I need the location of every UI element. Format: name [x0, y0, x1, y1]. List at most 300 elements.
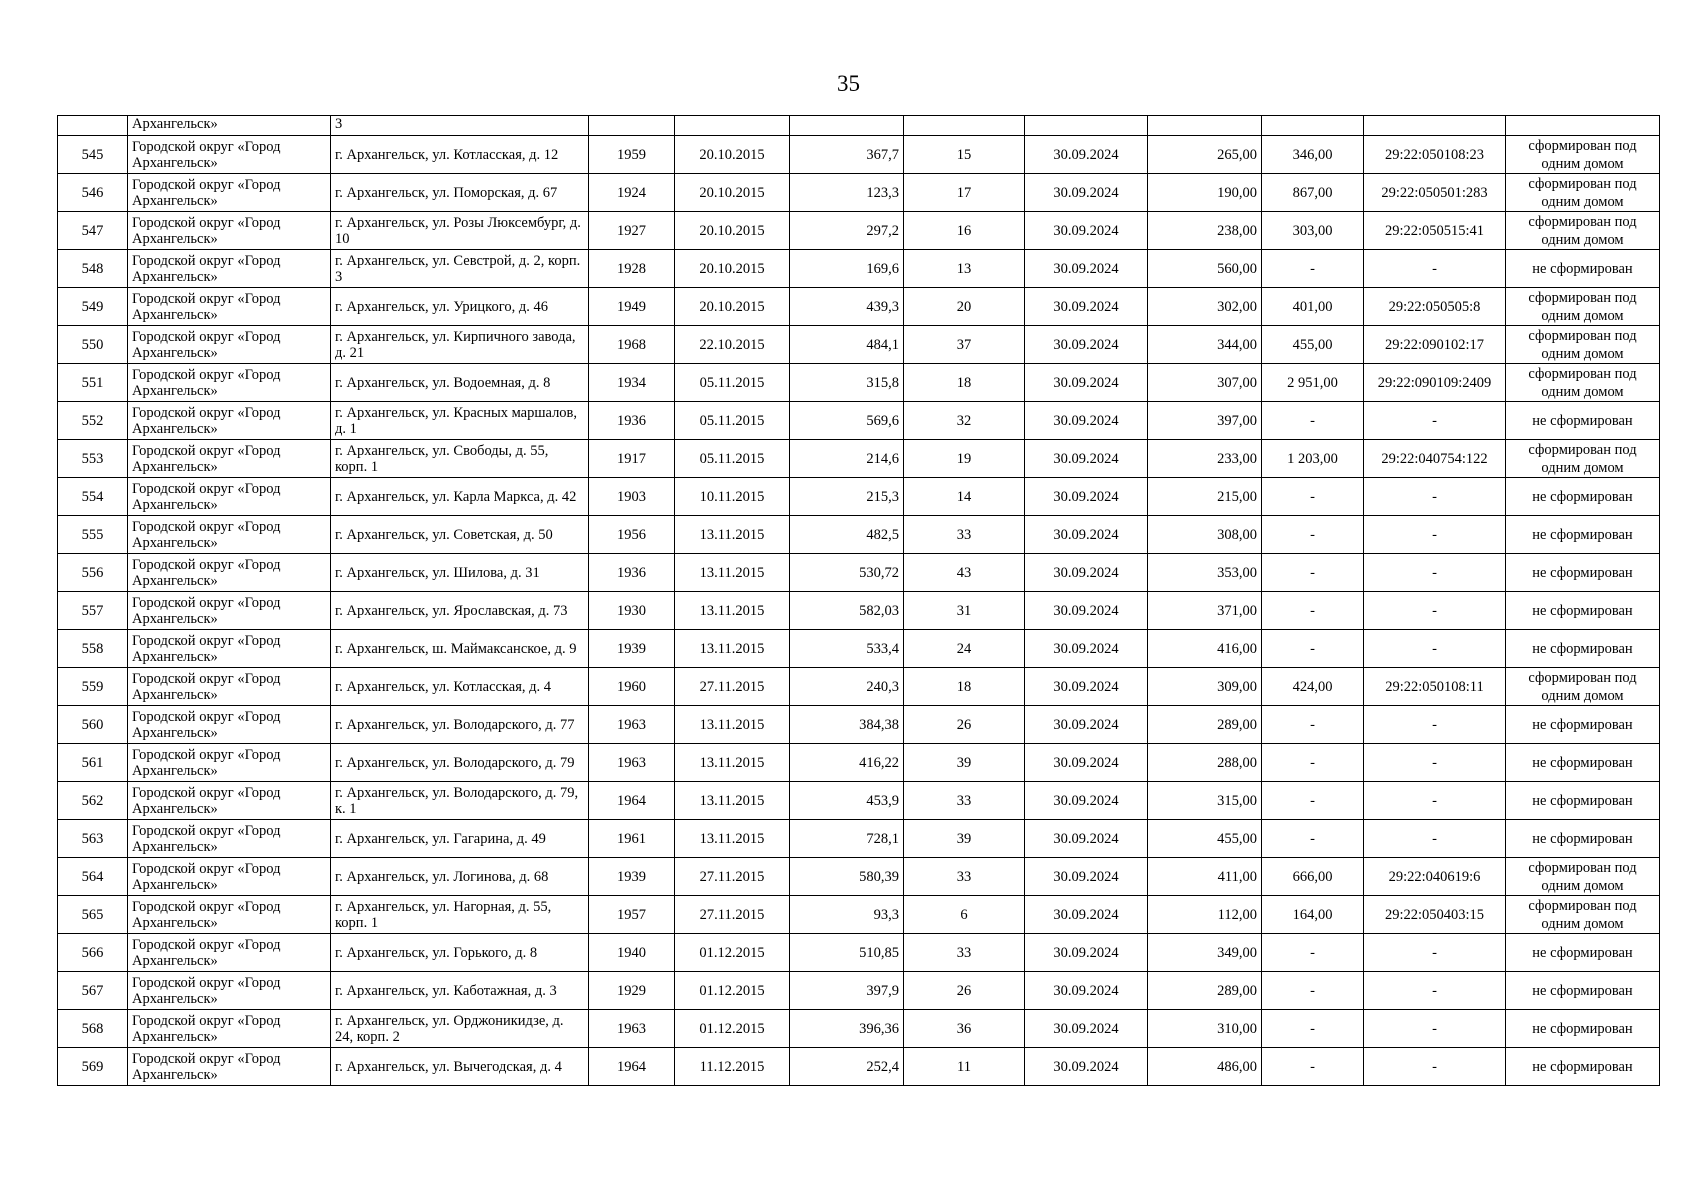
cell-status: сформирован под одним домом — [1506, 858, 1660, 896]
cell-area2: 397,00 — [1148, 402, 1262, 440]
cell-name: Городской округ «Город Архангельск» — [128, 402, 331, 440]
cell-deadline: 30.09.2024 — [1025, 440, 1148, 478]
cell-address: г. Архангельск, ул. Логинова, д. 68 — [331, 858, 589, 896]
cell-date: 01.12.2015 — [675, 1010, 790, 1048]
cell-year: 1940 — [589, 934, 675, 972]
cell-address: г. Архангельск, ул. Нагорная, д. 55, корп. 1 — [331, 896, 589, 934]
cell-no: 554 — [58, 478, 128, 516]
cell-status: сформирован под одним домом — [1506, 364, 1660, 402]
cell-address: г. Архангельск, ул. Свободы, д. 55, корп. 1 — [331, 440, 589, 478]
table-row — [58, 896, 1660, 934]
cell-area: 728,1 — [790, 820, 904, 858]
cell-area: 215,3 — [790, 478, 904, 516]
cell-area: 214,6 — [790, 440, 904, 478]
cell-cadastral: - — [1364, 820, 1506, 858]
cell-year: 1939 — [589, 858, 675, 896]
cell-status: не сформирован — [1506, 934, 1660, 972]
cell-name: Городской округ «Город Архангельск» — [128, 782, 331, 820]
cell-land: 455,00 — [1262, 326, 1364, 364]
table-row — [58, 364, 1660, 402]
cell-address: г. Архангельск, ул. Орджоникидзе, д. 24, корп. 2 — [331, 1010, 589, 1048]
table-row — [58, 782, 1660, 820]
cell-address: г. Архангельск, ул. Горького, д. 8 — [331, 934, 589, 972]
cell-date: 10.11.2015 — [675, 478, 790, 516]
cell-area2: 307,00 — [1148, 364, 1262, 402]
cell-no: 569 — [58, 1048, 128, 1086]
cell-land: - — [1262, 706, 1364, 744]
cell-cadastral — [1364, 116, 1506, 136]
cell-name: Городской округ «Город Архангельск» — [128, 744, 331, 782]
cell-status: сформирован под одним домом — [1506, 212, 1660, 250]
cell-cadastral: 29:22:050108:23 — [1364, 136, 1506, 174]
cell-area: 397,9 — [790, 972, 904, 1010]
cell-cadastral: - — [1364, 972, 1506, 1010]
cell-no: 555 — [58, 516, 128, 554]
cell-date: 13.11.2015 — [675, 820, 790, 858]
table-row — [58, 592, 1660, 630]
cell-address: г. Архангельск, ш. Маймаксанское, д. 9 — [331, 630, 589, 668]
cell-area: 416,22 — [790, 744, 904, 782]
cell-cadastral: - — [1364, 478, 1506, 516]
cell-year: 1963 — [589, 706, 675, 744]
cell-area2: 309,00 — [1148, 668, 1262, 706]
cell-status: не сформирован — [1506, 592, 1660, 630]
cell-cadastral: 29:22:090102:17 — [1364, 326, 1506, 364]
cell-land: - — [1262, 744, 1364, 782]
cell-year: 1964 — [589, 1048, 675, 1086]
cell-land: - — [1262, 972, 1364, 1010]
cell-no: 561 — [58, 744, 128, 782]
cell-area: 582,03 — [790, 592, 904, 630]
table-row — [58, 1048, 1660, 1086]
cell-area2: 349,00 — [1148, 934, 1262, 972]
cell-residents: 13 — [904, 250, 1025, 288]
cell-residents: 32 — [904, 402, 1025, 440]
cell-cadastral: - — [1364, 516, 1506, 554]
cell-date: 22.10.2015 — [675, 326, 790, 364]
cell-land: - — [1262, 820, 1364, 858]
cell-cadastral: - — [1364, 934, 1506, 972]
cell-area: 396,36 — [790, 1010, 904, 1048]
cell-area — [790, 116, 904, 136]
cell-cadastral: 29:22:050501:283 — [1364, 174, 1506, 212]
cell-area2: 288,00 — [1148, 744, 1262, 782]
cell-area2: 289,00 — [1148, 706, 1262, 744]
cell-cadastral: - — [1364, 782, 1506, 820]
cell-land: - — [1262, 250, 1364, 288]
cell-status: не сформирован — [1506, 1010, 1660, 1048]
cell-name: Городской округ «Город Архангельск» — [128, 250, 331, 288]
cell-area: 482,5 — [790, 516, 904, 554]
cell-no: 553 — [58, 440, 128, 478]
table-row — [58, 972, 1660, 1010]
cell-area: 569,6 — [790, 402, 904, 440]
cell-deadline: 30.09.2024 — [1025, 326, 1148, 364]
cell-address: г. Архангельск, ул. Урицкого, д. 46 — [331, 288, 589, 326]
cell-deadline: 30.09.2024 — [1025, 402, 1148, 440]
cell-name: Городской округ «Город Архангельск» — [128, 174, 331, 212]
cell-area: 484,1 — [790, 326, 904, 364]
cell-area2: 411,00 — [1148, 858, 1262, 896]
cell-residents: 18 — [904, 668, 1025, 706]
table-row — [58, 402, 1660, 440]
cell-date: 20.10.2015 — [675, 250, 790, 288]
cell-area2: 308,00 — [1148, 516, 1262, 554]
cell-land: 2 951,00 — [1262, 364, 1364, 402]
cell-date: 13.11.2015 — [675, 782, 790, 820]
cell-no: 546 — [58, 174, 128, 212]
cell-land: - — [1262, 1010, 1364, 1048]
cell-cadastral: - — [1364, 1010, 1506, 1048]
cell-date: 01.12.2015 — [675, 934, 790, 972]
table-row — [58, 706, 1660, 744]
cell-area: 510,85 — [790, 934, 904, 972]
cell-deadline: 30.09.2024 — [1025, 782, 1148, 820]
cell-name: Городской округ «Город Архангельск» — [128, 934, 331, 972]
cell-name: Городской округ «Город Архангельск» — [128, 858, 331, 896]
cell-year: 1956 — [589, 516, 675, 554]
cell-date: 13.11.2015 — [675, 554, 790, 592]
cell-name: Городской округ «Город Архангельск» — [128, 326, 331, 364]
cell-name: Архангельск» — [128, 116, 331, 136]
cell-residents: 39 — [904, 820, 1025, 858]
table-row — [58, 820, 1660, 858]
table-row — [58, 934, 1660, 972]
cell-residents: 31 — [904, 592, 1025, 630]
cell-no: 566 — [58, 934, 128, 972]
cell-address: г. Архангельск, ул. Вычегодская, д. 4 — [331, 1048, 589, 1086]
table-row — [58, 630, 1660, 668]
cell-status: не сформирован — [1506, 402, 1660, 440]
cell-name: Городской округ «Город Архангельск» — [128, 630, 331, 668]
cell-area: 580,39 — [790, 858, 904, 896]
cell-address: г. Архангельск, ул. Советская, д. 50 — [331, 516, 589, 554]
cell-date: 27.11.2015 — [675, 668, 790, 706]
cell-area2: 560,00 — [1148, 250, 1262, 288]
cell-area2: 353,00 — [1148, 554, 1262, 592]
cell-date — [675, 116, 790, 136]
cell-status: сформирован под одним домом — [1506, 288, 1660, 326]
cell-area2: 215,00 — [1148, 478, 1262, 516]
cell-address: г. Архангельск, ул. Котласская, д. 12 — [331, 136, 589, 174]
cell-status: не сформирован — [1506, 630, 1660, 668]
cell-status — [1506, 116, 1660, 136]
cell-no — [58, 116, 128, 136]
cell-land: - — [1262, 934, 1364, 972]
cell-date: 20.10.2015 — [675, 288, 790, 326]
cell-residents: 33 — [904, 782, 1025, 820]
cell-deadline: 30.09.2024 — [1025, 516, 1148, 554]
cell-area2: 310,00 — [1148, 1010, 1262, 1048]
cell-year: 1961 — [589, 820, 675, 858]
cell-address: г. Архангельск, ул. Володарского, д. 77 — [331, 706, 589, 744]
cell-deadline: 30.09.2024 — [1025, 592, 1148, 630]
table-row — [58, 136, 1660, 174]
cell-deadline: 30.09.2024 — [1025, 668, 1148, 706]
cell-status: не сформирован — [1506, 782, 1660, 820]
cell-year: 1960 — [589, 668, 675, 706]
cell-area2: 371,00 — [1148, 592, 1262, 630]
cell-land: - — [1262, 1048, 1364, 1086]
cell-cadastral: - — [1364, 592, 1506, 630]
cell-year: 1930 — [589, 592, 675, 630]
cell-year: 1927 — [589, 212, 675, 250]
cell-status: сформирован под одним домом — [1506, 326, 1660, 364]
cell-address: г. Архангельск, ул. Гагарина, д. 49 — [331, 820, 589, 858]
cell-year: 1936 — [589, 402, 675, 440]
cell-no: 551 — [58, 364, 128, 402]
cell-name: Городской округ «Город Архангельск» — [128, 478, 331, 516]
cell-name: Городской округ «Город Архангельск» — [128, 440, 331, 478]
cell-land: 1 203,00 — [1262, 440, 1364, 478]
cell-residents: 18 — [904, 364, 1025, 402]
cell-date: 11.12.2015 — [675, 1048, 790, 1086]
cell-residents: 33 — [904, 858, 1025, 896]
cell-no: 550 — [58, 326, 128, 364]
table-row — [58, 554, 1660, 592]
cell-no: 556 — [58, 554, 128, 592]
cell-residents: 16 — [904, 212, 1025, 250]
cell-residents: 11 — [904, 1048, 1025, 1086]
cell-residents: 24 — [904, 630, 1025, 668]
cell-land: - — [1262, 630, 1364, 668]
cell-deadline: 30.09.2024 — [1025, 364, 1148, 402]
cell-deadline: 30.09.2024 — [1025, 212, 1148, 250]
cell-name: Городской округ «Город Архангельск» — [128, 896, 331, 934]
cell-status: не сформирован — [1506, 250, 1660, 288]
cell-cadastral: - — [1364, 744, 1506, 782]
cell-year: 1957 — [589, 896, 675, 934]
cell-year: 1924 — [589, 174, 675, 212]
cell-date: 13.11.2015 — [675, 706, 790, 744]
cell-land: - — [1262, 592, 1364, 630]
cell-residents: 26 — [904, 972, 1025, 1010]
table-body — [58, 116, 1660, 1086]
cell-area: 240,3 — [790, 668, 904, 706]
cell-cadastral: - — [1364, 554, 1506, 592]
cell-date: 05.11.2015 — [675, 364, 790, 402]
cell-area: 297,2 — [790, 212, 904, 250]
cell-area2: 190,00 — [1148, 174, 1262, 212]
cell-address: г. Архангельск, ул. Водоемная, д. 8 — [331, 364, 589, 402]
cell-area2: 455,00 — [1148, 820, 1262, 858]
cell-no: 548 — [58, 250, 128, 288]
cell-name: Городской округ «Город Архангельск» — [128, 288, 331, 326]
cell-area2: 302,00 — [1148, 288, 1262, 326]
cell-land: 346,00 — [1262, 136, 1364, 174]
cell-date: 05.11.2015 — [675, 440, 790, 478]
cell-deadline: 30.09.2024 — [1025, 554, 1148, 592]
cell-status: не сформирован — [1506, 706, 1660, 744]
cell-deadline: 30.09.2024 — [1025, 174, 1148, 212]
cell-date: 20.10.2015 — [675, 136, 790, 174]
cell-area: 93,3 — [790, 896, 904, 934]
table-row — [58, 668, 1660, 706]
cell-deadline — [1025, 116, 1148, 136]
cell-area2: 265,00 — [1148, 136, 1262, 174]
cell-no: 545 — [58, 136, 128, 174]
page-number: 35 — [837, 71, 860, 96]
cell-address: г. Архангельск, ул. Ярославская, д. 73 — [331, 592, 589, 630]
cell-land: - — [1262, 554, 1364, 592]
cell-residents: 14 — [904, 478, 1025, 516]
cell-residents: 17 — [904, 174, 1025, 212]
cell-deadline: 30.09.2024 — [1025, 706, 1148, 744]
cell-year — [589, 116, 675, 136]
cell-cadastral: 29:22:050108:11 — [1364, 668, 1506, 706]
cell-land: 666,00 — [1262, 858, 1364, 896]
cell-address: г. Архангельск, ул. Карла Маркса, д. 42 — [331, 478, 589, 516]
cell-area: 169,6 — [790, 250, 904, 288]
cell-address: г. Архангельск, ул. Кирпичного завода, д. 21 — [331, 326, 589, 364]
cell-cadastral: - — [1364, 706, 1506, 744]
cell-residents: 26 — [904, 706, 1025, 744]
cell-area: 384,38 — [790, 706, 904, 744]
cell-address: г. Архангельск, ул. Володарского, д. 79 — [331, 744, 589, 782]
cell-residents: 39 — [904, 744, 1025, 782]
cell-no: 562 — [58, 782, 128, 820]
table-row — [58, 440, 1660, 478]
cell-area: 123,3 — [790, 174, 904, 212]
cell-no: 552 — [58, 402, 128, 440]
cell-deadline: 30.09.2024 — [1025, 1048, 1148, 1086]
cell-deadline: 30.09.2024 — [1025, 250, 1148, 288]
cell-status: не сформирован — [1506, 820, 1660, 858]
table-row — [58, 1010, 1660, 1048]
cell-name: Городской округ «Город Архангельск» — [128, 1010, 331, 1048]
cell-name: Городской округ «Город Архангельск» — [128, 516, 331, 554]
cell-name: Городской округ «Город Архангельск» — [128, 364, 331, 402]
cell-deadline: 30.09.2024 — [1025, 820, 1148, 858]
cell-area2: 233,00 — [1148, 440, 1262, 478]
cell-status: не сформирован — [1506, 744, 1660, 782]
cell-land: - — [1262, 782, 1364, 820]
table-row — [58, 744, 1660, 782]
cell-no: 564 — [58, 858, 128, 896]
cell-address: г. Архангельск, ул. Севстрой, д. 2, корп. 3 — [331, 250, 589, 288]
cell-date: 27.11.2015 — [675, 858, 790, 896]
table-row — [58, 326, 1660, 364]
cell-name: Городской округ «Город Архангельск» — [128, 212, 331, 250]
cell-cadastral: 29:22:050515:41 — [1364, 212, 1506, 250]
cell-area2: 416,00 — [1148, 630, 1262, 668]
cell-year: 1964 — [589, 782, 675, 820]
cell-area: 439,3 — [790, 288, 904, 326]
cell-area: 252,4 — [790, 1048, 904, 1086]
cell-residents: 36 — [904, 1010, 1025, 1048]
cell-address: г. Архангельск, ул. Поморская, д. 67 — [331, 174, 589, 212]
cell-date: 13.11.2015 — [675, 744, 790, 782]
cell-land: 164,00 — [1262, 896, 1364, 934]
cell-status: сформирован под одним домом — [1506, 174, 1660, 212]
cell-year: 1968 — [589, 326, 675, 364]
cell-date: 20.10.2015 — [675, 212, 790, 250]
cell-no: 568 — [58, 1010, 128, 1048]
cell-no: 559 — [58, 668, 128, 706]
housing-registry-table — [57, 115, 1660, 1086]
cell-date: 27.11.2015 — [675, 896, 790, 934]
cell-name: Городской округ «Город Архангельск» — [128, 554, 331, 592]
cell-area2: 315,00 — [1148, 782, 1262, 820]
cell-land — [1262, 116, 1364, 136]
cell-status: не сформирован — [1506, 1048, 1660, 1086]
cell-year: 1959 — [589, 136, 675, 174]
cell-area: 315,8 — [790, 364, 904, 402]
cell-area2: 344,00 — [1148, 326, 1262, 364]
cell-no: 547 — [58, 212, 128, 250]
cell-address: г. Архангельск, ул. Каботажная, д. 3 — [331, 972, 589, 1010]
cell-name: Городской округ «Город Архангельск» — [128, 592, 331, 630]
cell-land: - — [1262, 402, 1364, 440]
cell-cadastral: 29:22:040754:122 — [1364, 440, 1506, 478]
cell-status: не сформирован — [1506, 478, 1660, 516]
cell-deadline: 30.09.2024 — [1025, 288, 1148, 326]
cell-address: г. Архангельск, ул. Котласская, д. 4 — [331, 668, 589, 706]
table-row — [58, 212, 1660, 250]
cell-area2: 238,00 — [1148, 212, 1262, 250]
cell-cadastral: 29:22:050505:8 — [1364, 288, 1506, 326]
cell-date: 05.11.2015 — [675, 402, 790, 440]
cell-cadastral: - — [1364, 1048, 1506, 1086]
cell-status: сформирован под одним домом — [1506, 896, 1660, 934]
cell-residents: 33 — [904, 934, 1025, 972]
cell-status: не сформирован — [1506, 554, 1660, 592]
cell-cadastral: - — [1364, 250, 1506, 288]
cell-land: 303,00 — [1262, 212, 1364, 250]
cell-year: 1929 — [589, 972, 675, 1010]
cell-cadastral: - — [1364, 630, 1506, 668]
cell-no: 558 — [58, 630, 128, 668]
table-row — [58, 478, 1660, 516]
table-row — [58, 174, 1660, 212]
table-row — [58, 516, 1660, 554]
cell-area: 367,7 — [790, 136, 904, 174]
cell-address: г. Архангельск, ул. Володарского, д. 79, к. 1 — [331, 782, 589, 820]
cell-address: г. Архангельск, ул. Розы Люксембург, д. 10 — [331, 212, 589, 250]
cell-name: Городской округ «Город Архангельск» — [128, 820, 331, 858]
cell-year: 1903 — [589, 478, 675, 516]
cell-land: - — [1262, 478, 1364, 516]
cell-date: 13.11.2015 — [675, 592, 790, 630]
cell-area2: 486,00 — [1148, 1048, 1262, 1086]
cell-cadastral: - — [1364, 402, 1506, 440]
cell-status: сформирован под одним домом — [1506, 440, 1660, 478]
cell-year: 1917 — [589, 440, 675, 478]
cell-no: 549 — [58, 288, 128, 326]
cell-no: 567 — [58, 972, 128, 1010]
cell-no: 560 — [58, 706, 128, 744]
cell-area: 453,9 — [790, 782, 904, 820]
cell-area: 530,72 — [790, 554, 904, 592]
cell-status: не сформирован — [1506, 516, 1660, 554]
cell-year: 1949 — [589, 288, 675, 326]
cell-year: 1939 — [589, 630, 675, 668]
cell-status: не сформирован — [1506, 972, 1660, 1010]
cell-name: Городской округ «Город Архангельск» — [128, 1048, 331, 1086]
cell-residents — [904, 116, 1025, 136]
cell-no: 563 — [58, 820, 128, 858]
cell-year: 1963 — [589, 744, 675, 782]
cell-deadline: 30.09.2024 — [1025, 1010, 1148, 1048]
cell-land: 424,00 — [1262, 668, 1364, 706]
cell-year: 1934 — [589, 364, 675, 402]
cell-cadastral: 29:22:090109:2409 — [1364, 364, 1506, 402]
cell-deadline: 30.09.2024 — [1025, 630, 1148, 668]
cell-residents: 19 — [904, 440, 1025, 478]
cell-year: 1928 — [589, 250, 675, 288]
cell-land: 401,00 — [1262, 288, 1364, 326]
cell-deadline: 30.09.2024 — [1025, 136, 1148, 174]
